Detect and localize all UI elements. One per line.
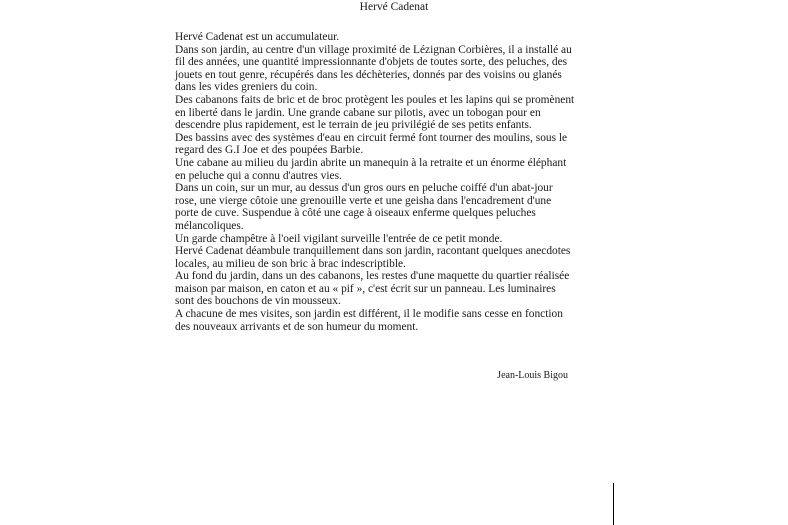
paragraph-8: Hervé Cadenat déambule tranquillement dans son jardin, racontant quelques anecdotes locales, au milieu de son bric à brac indescriptible. bbox=[175, 245, 571, 270]
paragraph-7: Un garde champêtre à l'oeil vigilant surveille l'entrée de ce petit monde. bbox=[175, 232, 503, 245]
paragraph-2: Dans son jardin, au centre d'un village proximité de Lézignan Corbières, il a installé au fil des années, une quantité impressionnante d'objets de toutes sorte, des peluches, des jouets en tout genre, récupérés dans les déchèteries, donnés par des voisins ou glanés dans les vides greniers du coin. bbox=[175, 43, 572, 94]
article-body bbox=[175, 31, 575, 333]
paragraph-4: Des bassins avec des systèmes d'eau en circuit fermé font tourner des moulins, sous le regard des G.I Joe et des poupées Barbie. bbox=[175, 131, 568, 157]
paragraph-9: Au fond du jardin, dans un des cabanons, les restes d'une maquette du quartier réalisée maison par maison, en caton et au « pif », c'est écrit sur un panneau. Les luminaires sont des bouchons de vin mousseux. bbox=[175, 270, 570, 308]
paragraph-6: Dans un coin, sur un mur, au dessus d'un gros ours en peluche coiffé d'un abat-jour rose, une vierge côtoie une grenouille verte et une geisha dans l'encadrement d'une porte de cuve. Suspendue à côté une cage à oiseaux enferme quelques peluches mélancoliques. bbox=[175, 182, 553, 232]
page-title: Hervé Cadenat bbox=[359, 1, 429, 13]
paragraph-1: Hervé Cadenat est un accumulateur. bbox=[175, 31, 340, 43]
paragraph-3: Des cabanons faits de bric et de broc protègent les poules et les lapins qui se promènent en liberté dans le jardin. Une grande cabane sur pilotis, avec un tobogan pour en descendre plus rapidement, est le terrain de jeu privilégié de ses petits enfants. bbox=[175, 93, 575, 132]
paragraph-5: Une cabane au milieu du jardin abrite un manequin à la retraite et un énorme éléphant en peluche qui a connu d'autres vies. bbox=[175, 156, 567, 182]
signature: Jean-Louis Bigou bbox=[497, 370, 568, 381]
margin-line bbox=[613, 483, 614, 525]
paragraph-10: A chacune de mes visites, son jardin est différent, il le modifie sans cesse en fonction des nouveaux arrivants et de son humeur du moment. bbox=[175, 308, 563, 333]
